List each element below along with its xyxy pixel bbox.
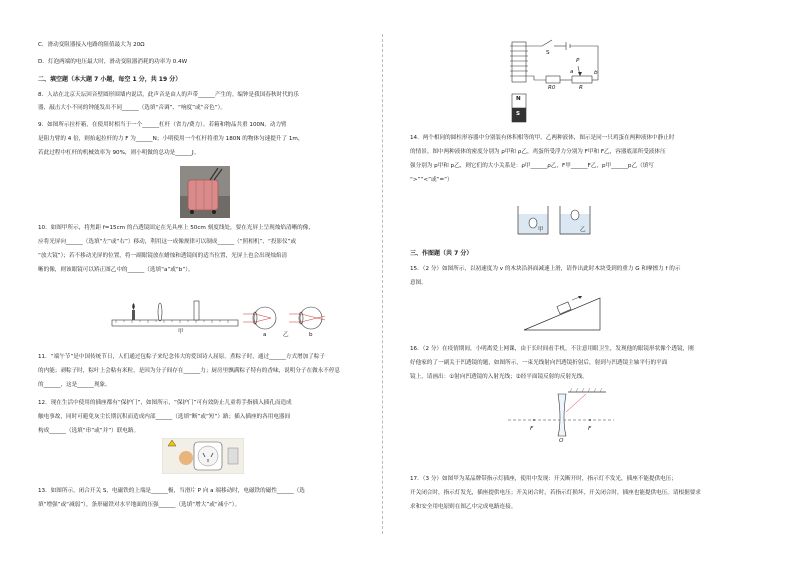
luggage-photo [180,166,230,218]
q13-line2: 填“增强”或“减弱”），条形磁铁对水平地面的压强______（选填“增大”或“减小”）。 [38,502,241,508]
optical-bench-figure [110,298,240,338]
beakers-figure [514,202,594,238]
label-magnet-n: N [516,96,521,102]
label-jia: 甲 [178,329,184,335]
q13-line1: 13．如图所示，闭合开关 S，电磁铁的上端是______极，当滑片 P 向 a 端移动时，电磁铁的磁性______（选 [38,488,305,494]
label-beaker-yi: 乙 [580,227,586,233]
q10-line2: 应将光屏向______（选填“左”或“右”）移动，利用这一成像规律可以制成______（“照相机”、“投影仪”或 [38,239,297,245]
label-end-b: b [594,70,598,76]
q17-line2: 开关闭合时，指示灯发光，插座提供电压；开关闭合时，若指示灯损坏，开关闭合时，插座也能提供电压。请根据要求 [410,490,701,496]
q7-option-d: D．灯泡两端的电压最大时，滑动变阻器消耗的功率为 0.4W [38,59,188,65]
q14-line3: 强分别为 p甲和 p乙，则它们的大小关系是：ρ甲______ρ乙，F甲______F乙，p甲______p乙（填写 [410,163,654,169]
label-yi: 乙 [283,332,289,338]
label-r0: R0 [548,85,556,91]
q12-line1: 12．现在生活中使用的插座都有“保护门”，如图所示，“保护门”可有效防止儿童将手指插入插孔而造成 [38,400,292,406]
q14-line4: “>”“<”或“=”） [410,177,453,183]
label-end-a: a [570,69,574,75]
q10-line3: “放大镜”）；若不移动光屏的位置，将一副眼镜放在蜡烛和透镜间的适当位置，光屏上也会出现烛焰清 [38,253,288,259]
q16-line1: 16．（2 分）在疫情期间，小明离爱上网课，由于长时间看手机，不注意用眼卫生，发现他的眼镜形状像个透镜，刚 [410,346,694,352]
q12-line2: 触电事故，同时可避免灰尘长期沉积而造成内部______（选填“断”或“短”）路；插入插座的各用电器间 [38,414,291,420]
q14-line2: 的情景。图中两种液体的密度分别为 ρ甲和 ρ乙，鸡蛋所受浮力分别为 F甲和 F乙，容器底部所受液体压 [410,149,666,155]
q9-line3: 若此过程中杠杆的机械效率为 90%，则小明做的总功是______J。 [38,150,200,156]
label-a: a [263,332,267,338]
q15-line2: 意图。 [410,280,427,286]
q7-option-c: C．滑动变阻器接入电路的阻值最大为 20Ω [38,42,145,48]
q10-line4: 晰的像，则该眼镜可以矫正图乙中的______（选填“a”或“b”）。 [38,267,194,273]
q14-line1: 14．两个相同的圆柱形容器中分别装有体积相等的甲、乙两种液体，图示是同一只鸡蛋在两种液体中静止时 [410,135,675,141]
q17-line1: 17．（3 分）如图甲为某品牌带指示灯插座，使用中发现：开关断开时，指示灯不发光，插座不能提供电压； [410,476,677,482]
electromagnet-circuit-figure [508,36,608,124]
incline-figure [520,294,604,334]
section-fill-in-title: 二、填空题（本大题 7 小题，每空 1 分，共 19 分） [38,76,182,83]
eye-diagrams-figure [243,304,335,340]
q9-line1: 9．如图所示拉杆箱，在使用时相当于一个______杠杆（省力/费力）。若箱和物品共重 100N，动力臂 [38,122,287,128]
section-drawing-title: 三、作图题（共 7 分） [410,250,473,257]
concave-lens-figure [506,386,616,448]
label-magnet-s: S [516,111,521,117]
label-focus-left: F [530,426,534,432]
q9-line2: 是阻力臂的 4 倍，则抬起拉杆的力 F 为______N；小明使用一个杠杆将重为 180N 的物体匀速提升了 1m， [38,136,304,142]
q8-line1: 8．人站在北京天坛回音壁圆形围墙内说话，此声音是由人的声带______产生的。编钟是我国春秋时代的乐 [38,92,299,98]
label-focus-right: F [588,426,592,432]
label-switch-s: S [546,50,550,56]
q17-line3: 求和安全用电原则在图乙中完成电路连接。 [410,504,517,510]
q8-line2: 器，敲击大小不同的钟能发出不同______（选填“音调”、“响度”或“音色”）。 [38,105,226,111]
q11-line1: 11．“端午节”是中国传统节日，人们通过包粽子来纪念伟大的爱国诗人屈原。煮粽子时，通过______方式增加了粽子 [38,354,326,360]
label-slider-p: P [576,58,580,64]
q11-line2: 的内能；剥粽子时，粽叶上会粘有米粒，是因为分子间存在______力；厨房里飘满粽子特有的香味，说明分子在做永不停息 [38,368,341,374]
label-optical-center: O [559,438,564,444]
label-b: b [309,332,313,338]
q10-line1: 10．如图甲所示，将焦距 f=15cm 的凸透镜固定在光具座上 50cm 刻度线处，要在光屏上呈现烛焰清晰的像， [38,225,314,231]
q12-line3: 构成______（选填“串”或“并”）联电路。 [38,428,140,434]
q11-line3: 的______，这是______现象。 [38,382,111,388]
column-divider [382,34,383,534]
socket-figure [162,438,244,474]
label-beaker-jia: 甲 [538,227,544,233]
q16-line3: 镜上，请画出：①射向凹透镜的入射光线；②经平面镜反射的反射光线。 [410,374,588,380]
q16-line2: 好他家的了一副关于凹透镜的题，如图所示，一束光线射向凹透镜折射后，射到与凹透镜主轴平行的平面 [410,360,668,366]
q15-line1: 15．（2 分）如图所示，以初速度为 v 的木块沿斜面减速上滑，请作出此时木块受到的重力 G 和摩擦力 f 的示 [410,266,681,272]
label-r: R [579,85,583,91]
